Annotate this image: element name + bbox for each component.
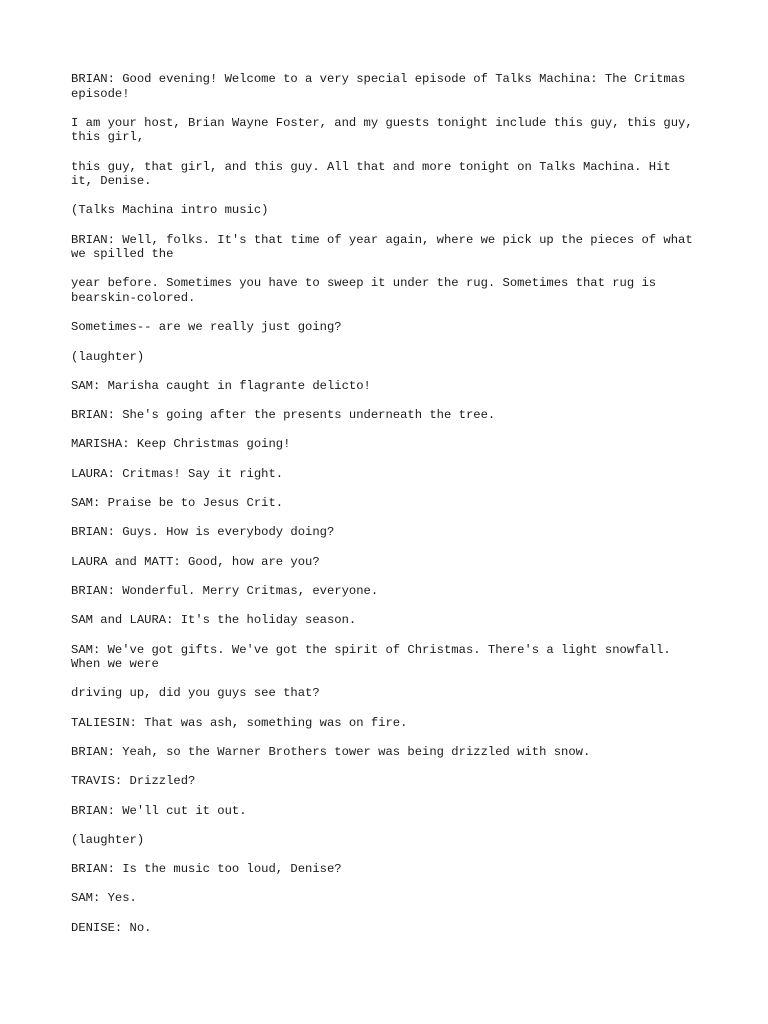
transcript-line: DENISE: No. [71,920,152,935]
transcript-line: LAURA and MATT: Good, how are you? [71,554,320,569]
transcript-line: BRIAN: Well, folks. It's that time of year again, where we pick up the pieces of what we spilled the [71,232,700,262]
transcript-line: SAM: We've got gifts. We've got the spirit of Christmas. There's a light snowfall. When we were [71,642,679,672]
transcript-line: Sometimes-- are we really just going? [71,320,342,335]
transcript-line: (laughter) [71,349,145,364]
transcript-line: BRIAN: She's going after the presents underneath the tree. [71,408,496,423]
transcript-line: year before. Sometimes you have to sweep it under the rug. Sometimes that rug is bearskin-colored. [71,276,664,305]
transcript-line: BRIAN: Is the music too loud, Denise? [71,862,342,877]
transcript-line: (Talks Machina intro music) [71,203,269,218]
transcript-line: TALIESIN: That was ash, something was on fire. [71,715,408,730]
transcript-page [71,72,700,950]
transcript-line: SAM: Praise be to Jesus Crit. [71,496,284,511]
transcript-line: BRIAN: Guys. How is everybody doing? [71,525,335,540]
transcript-line: SAM: Marisha caught in flagrante delicto! [71,378,371,393]
transcript-line: BRIAN: Yeah, so the Warner Brothers tower was being drizzled with snow. [71,744,591,759]
transcript-line: MARISHA: Keep Christmas going! [71,437,291,452]
transcript-line: TRAVIS: Drizzled? [71,774,196,789]
transcript-line: driving up, did you guys see that? [71,686,320,701]
transcript-line: BRIAN: Wonderful. Merry Critmas, everyone. [71,583,379,598]
transcript-line: BRIAN: We'll cut it out. [71,803,247,818]
transcript-line: BRIAN: Good evening! Welcome to a very special episode of Talks Machina: The Critmas episode! [71,72,693,101]
transcript-line: I am your host, Brian Wayne Foster, and my guests tonight include this guy, this guy, this girl, [71,115,700,145]
transcript-line: LAURA: Critmas! Say it right. [71,466,284,481]
transcript-line: SAM and LAURA: It's the holiday season. [71,613,357,628]
transcript-line: SAM: Yes. [71,891,137,906]
transcript-line: this guy, that girl, and this guy. All that and more tonight on Talks Machina. Hit it, Denise. [71,159,679,189]
transcript-line: (laughter) [71,832,145,847]
